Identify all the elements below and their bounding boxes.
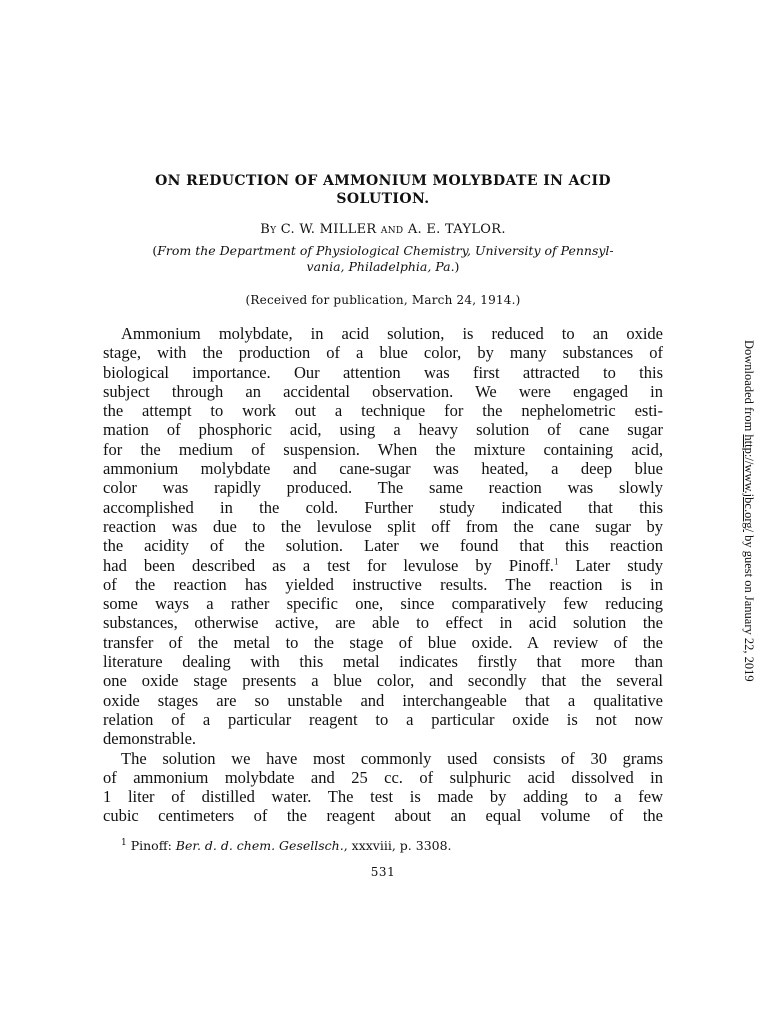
body-line: some ways a rather specific one, since comparatively few reducing	[103, 594, 663, 614]
body-line: of the reaction has yielded instructive results. The reaction is in	[103, 574, 663, 594]
affiliation-line-1: From the Department of Physiological Chemistry, University of Pennsyl-	[157, 243, 614, 258]
body-line: ammonium molybdate and cane-sugar was heated, a deep blue	[103, 459, 663, 479]
body-line: demonstrable.	[103, 729, 197, 749]
body-line-with-footnote-ref	[103, 556, 663, 575]
footnote	[103, 838, 663, 853]
received-date: (Received for publication, March 24, 1914.)	[245, 293, 521, 307]
affiliation	[103, 243, 663, 275]
title-line-1: ON REDUCTION OF AMMONIUM MOLYBDATE IN ACID	[155, 173, 611, 189]
paper-page	[103, 172, 663, 879]
body-line: the attempt to work out a technique for the nephelometric esti-	[103, 401, 663, 421]
body-line: transfer of the metal to the stage of blue oxide. A review of the	[103, 632, 663, 652]
body-line: mation of phosphoric acid, using a heavy solution of cane sugar	[103, 420, 663, 440]
body-line: subject through an accidental observation. We were engaged in	[103, 381, 663, 401]
body-line: biological importance. Our attention was first attracted to this	[103, 362, 663, 382]
body-line: cubic centimeters of the reagent about an equal volume of the	[103, 806, 663, 826]
body-line: of ammonium molybdate and 25 cc. of sulphuric acid dissolved in	[103, 767, 663, 787]
body-line: literature dealing with this metal indicates firstly that more than	[103, 652, 663, 672]
byline-by: By	[260, 222, 277, 237]
download-stamp	[736, 340, 756, 690]
download-stamp-text	[741, 340, 756, 682]
body-line: The solution we have most commonly used consists of 30 grams	[121, 748, 663, 768]
body-line: Ammonium molybdate, in acid solution, is reduced to an oxide	[121, 324, 663, 343]
footnote-ref[interactable]: 1	[553, 556, 559, 567]
author-1: C. W. MILLER	[280, 222, 377, 237]
title-line-2: SOLUTION.	[336, 191, 430, 207]
body-line: relation of a particular reagent to a particular oxide is not now	[103, 709, 663, 729]
affiliation-line-2: vania, Philadelphia, Pa.	[306, 259, 455, 274]
footnote-rest: , xxxviii, p. 3308.	[343, 837, 452, 853]
footnote-author: Pinoff:	[130, 837, 172, 853]
body-line: stage, with the production of a blue color, by many substances of	[103, 343, 663, 363]
body-line: reaction was due to the levulose split off from the cane sugar by	[103, 516, 663, 536]
body-line: 1 liter of distilled water. The test is made by adding to a few	[103, 787, 663, 807]
body-line-text: had been described as a test for levulose by Pinoff.	[103, 555, 554, 575]
body-line: color was rapidly produced. The same reaction was slowly	[103, 478, 663, 498]
page-number: 531	[370, 864, 396, 879]
body-line: substances, otherwise active, are able to effect in acid solution the	[103, 613, 663, 633]
body-line: one oxide stage presents a blue color, and secondly that the several	[103, 671, 663, 691]
download-stamp-prefix: Downloaded from	[742, 340, 756, 435]
body-line: for the medium of suspension. When the mixture containing acid,	[103, 439, 663, 459]
affiliation-close-paren: )	[454, 259, 460, 274]
download-stamp-suffix: by guest on January 22, 2019	[742, 532, 756, 682]
body-line-tail: Later study	[558, 555, 663, 575]
body-line: oxide stages are so unstable and interchangeable that a qualitative	[103, 690, 663, 710]
affiliation-open-paren: (	[152, 243, 158, 258]
byline-and: and	[380, 222, 404, 237]
footnote-marker: 1	[121, 837, 127, 848]
body-line: accomplished in the cold. Further study indicated that this	[103, 497, 663, 517]
body-text	[103, 324, 663, 826]
article-title	[103, 172, 663, 208]
body-line: the acidity of the solution. Later we found that this reaction	[103, 536, 663, 556]
footnote-journal: Ber. d. d. chem. Gesellsch.	[175, 837, 344, 853]
download-stamp-link[interactable]: http://www.jbc.org/	[742, 434, 756, 532]
author-2: A. E. TAYLOR.	[407, 222, 506, 237]
byline	[103, 222, 663, 238]
